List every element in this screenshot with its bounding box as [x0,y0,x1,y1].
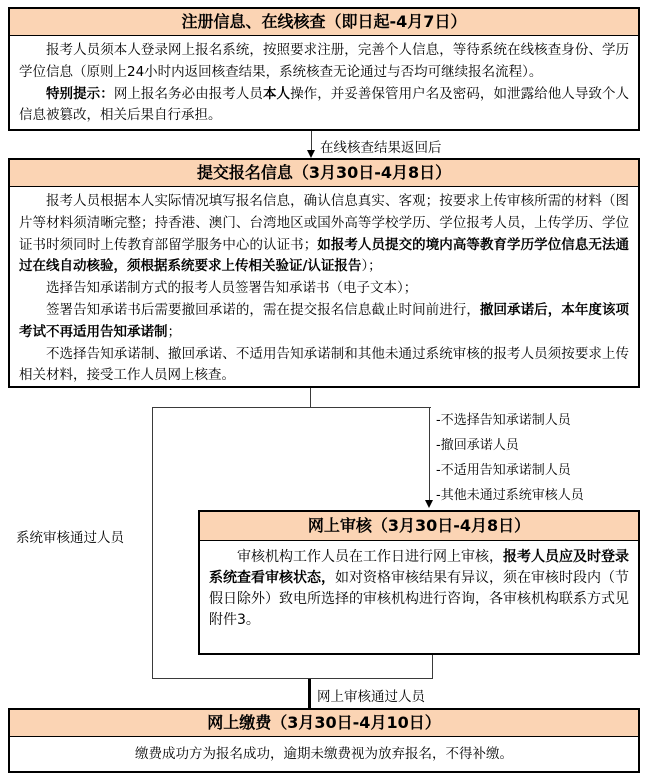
flow-box-pay [8,708,640,773]
connector-system-pass-line [152,407,153,678]
branch-label-other-failed: -其他未通过系统审核人员 [436,488,584,503]
arrow-down-head [425,500,433,508]
text-run: 报考人员应及时登录系统查看审核状态， [209,549,629,586]
paragraph [19,344,629,388]
connector-branch-top [152,407,431,408]
branch-label-no-commitment: -不选择告知承诺制人员 [436,413,571,428]
box-pay-body [10,737,638,771]
branch-label-not-applicable: -不适用告知承诺制人员 [436,463,571,478]
box-review-title: 网上审核（3月30日-4月8日） [200,512,638,541]
text-run: 撤回承诺后，本年度该项考试不再适用告知承诺制 [19,301,630,340]
text-run: 选择告知承诺制方式的报考人员签署告知承诺书（电子文本）； [46,280,418,297]
text-run: 网上报名务必由报考人员 [113,85,263,102]
flow-box-review [198,510,640,655]
box-register-title: 注册信息、在线核查（即日起-4月7日） [10,9,638,36]
paragraph [19,191,629,278]
box-submit-title: 提交报名信息（3月30日-4月8日） [10,160,638,187]
connector-submit-stem [310,388,311,408]
text-run: ）； [361,258,382,275]
text-run: 缴费成功方为报名成功，逾期未缴费视为放弃报名，不得补缴。 [135,746,513,762]
paragraph [19,278,629,300]
text-run: 如报考人员提交的境内高等教育学历学位信息无法通过在线自动核验，须根据系统要求上传相关验证/认证报告 [19,236,630,275]
text-run: 不选择告知承诺制、撤回承诺、不适用告知承诺制和其他未通过系统审核的报考人员须按要求上传相关材料，接受工作人员网上核查。 [19,345,629,384]
text-run: 操作，并妥善保管用户名及密码，如泄露给他人导致个人信息被篡改，相关后果自行承担。 [19,85,630,124]
connector-merge-bottom [152,678,433,679]
box-review-body [200,541,638,631]
text-run: 特别提示： [46,85,114,102]
arrow-down-head [307,150,315,158]
text-run: 如对资格审核结果有异议，须在审核时段内（节假日除外）致电所选择的审核机构进行咨询，各审核机构联系方式见附件3。 [209,570,629,628]
paragraph [10,737,638,771]
text-run: 报考人员须本人登录网上报名系统，按照要求注册，完善个人信息，等待系统在线核查身份、学历学位信息（原则上24小时内返回核查结果，系统核查无论通过与否均可继续报名流程）。 [19,42,629,80]
text-run: ； [167,323,181,340]
connector-to-review-line [429,407,430,501]
flow-box-submit [8,158,640,388]
box-register-body [10,36,638,127]
text-run: 本人 [262,85,291,102]
connector-review-down [432,655,433,678]
paragraph [19,300,629,344]
connector-register-to-submit [311,131,312,151]
paragraph [19,84,629,128]
branch-label-withdraw: -撤回承诺人员 [436,438,519,453]
connector-to-pay-line [308,679,311,708]
box-submit-body [10,187,638,387]
box-pay-title: 网上缴费（3月30日-4月10日） [10,710,638,737]
paragraph [19,40,629,84]
paragraph [209,547,629,631]
connector-label-online-check-returned: 在线核查结果返回后 [320,140,442,156]
flow-box-register [8,7,640,131]
text-run: 报考人员根据本人实际情况填写报名信息，确认信息真实、客观；按要求上传审核所需的材料（图片等材料须清晰完整；持香港、澳门、台湾地区或国外高等学校学历、学位报考人员，上传学历、学位证书时须同时上传教育部留学服务中心的认证书； [19,193,629,253]
branch-label-list [436,408,584,508]
label-system-pass: 系统审核通过人员 [16,530,124,546]
text-run: 审核机构工作人员在工作日进行网上审核， [237,549,503,565]
text-run: 签署告知承诺书后需要撤回承诺的，需在提交报名信息截止时间前进行， [46,301,480,318]
label-review-pass: 网上审核通过人员 [317,689,425,705]
